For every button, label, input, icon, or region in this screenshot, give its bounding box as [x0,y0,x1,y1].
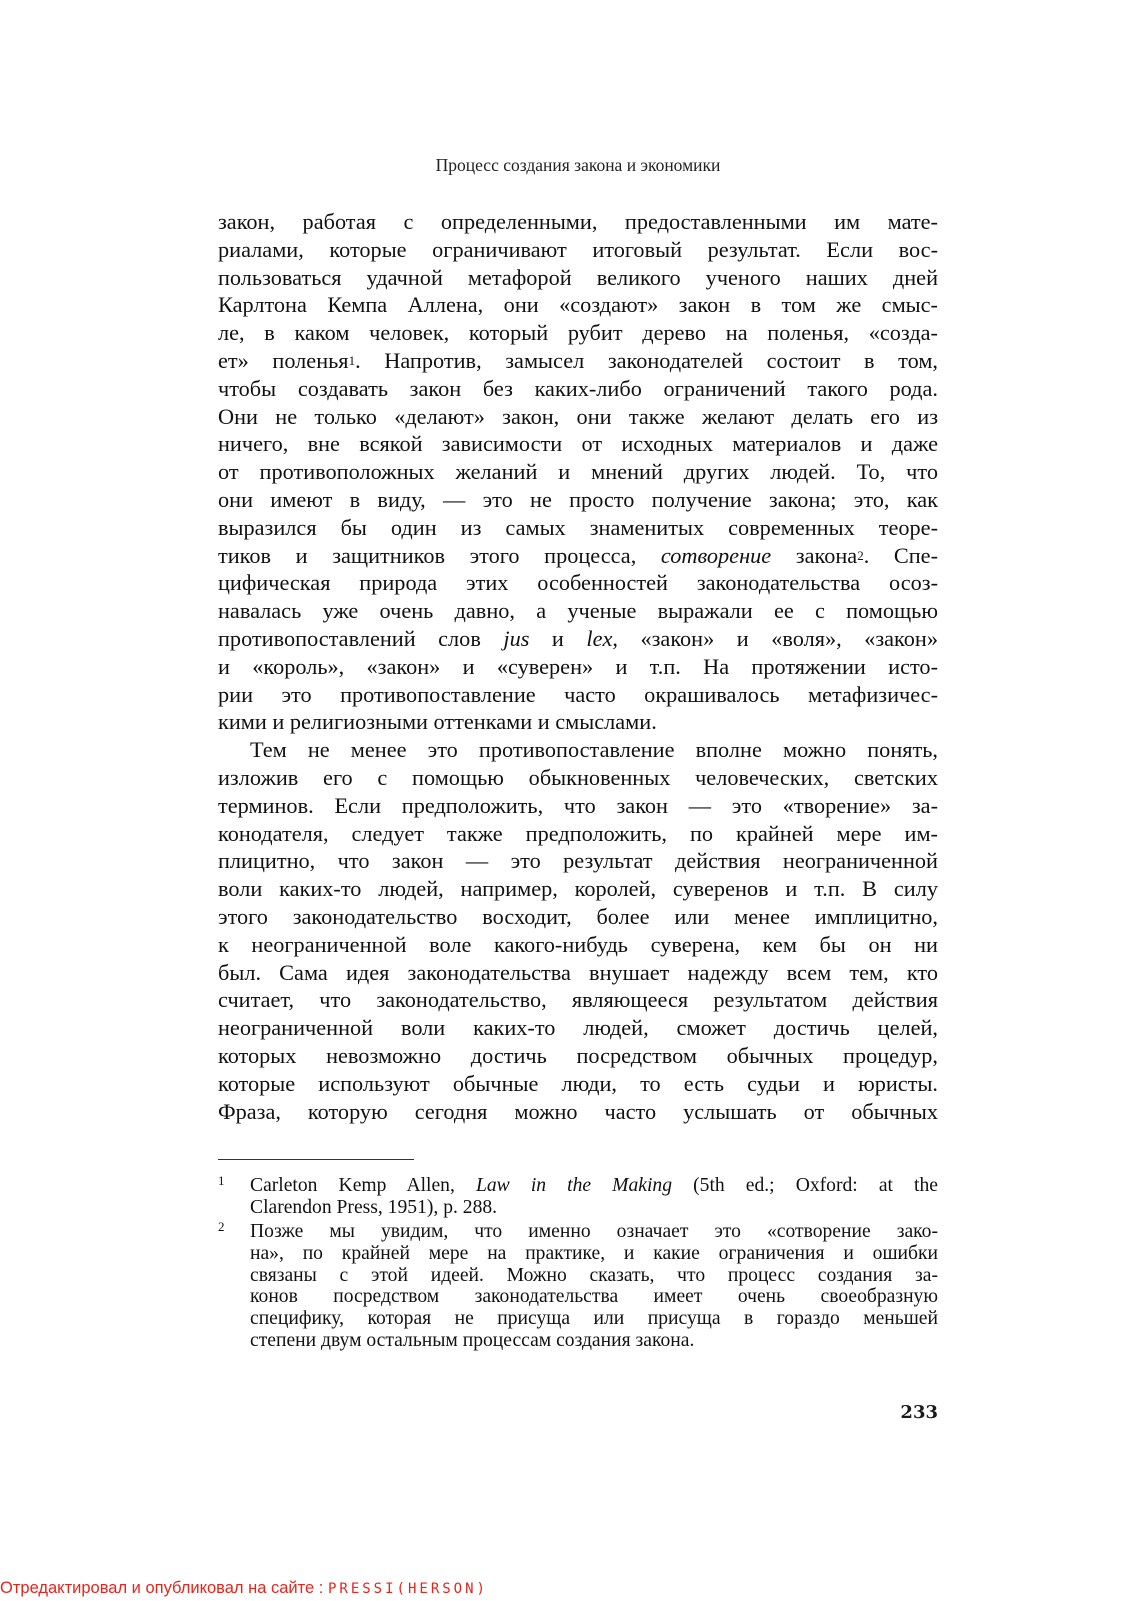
footnote-line: специфику, которая не присуща или присуща в гораздо меньшей [250,1308,938,1330]
site-credit [0,1577,488,1599]
footnote-line: на», по крайней мере на практике, и какие ограничения и ошибки [250,1242,938,1264]
text-line: этого законодательство восходит, более или менее имплицитно, [218,903,938,929]
running-header: Процесс создания закона и экономики [435,155,721,175]
footnote-line: конов посредством законодательства имеет очень своеобразную [250,1286,938,1308]
text-line: риалами, которые ограничивают итоговый результат. Если вос- [218,236,938,262]
text-line: которых невозможно достичь посредством обычных процедур, [218,1042,938,1068]
footnote-marker: 2 [218,1219,225,1234]
text-line: воли каких-то людей, например, королей, суверенов и т.п. В силу [218,876,938,902]
credit-text: Отредактировал и опубликовал на сайте : [0,1579,328,1597]
text-line: Карлтона Кемпа Аллена, они «создают» закон в том же смыс- [218,292,938,318]
footnote-ref[interactable]: 1 [348,352,356,368]
text-line: Тем не менее это противопоставление вполне можно понять, [250,737,938,763]
italic-term: сотворение [660,542,772,568]
text-line: закон, работая с определенными, предоставленными им мате- [218,209,938,234]
text-run: ет» поленья [218,347,349,373]
footnote-ref[interactable]: 2 [857,547,864,563]
text-line: навалась уже очень давно, а ученые выражали ее с помощью [218,598,938,624]
text-line: чтобы создавать закон без каких-либо ограничений такого рода. [218,375,938,401]
text-line: был. Сама идея законодательства внушает надежду всем тем, кто [218,959,938,985]
text-line: к неограниченной воле какого-нибудь суверена, кем бы он ни [218,931,938,957]
text-line: пользоваться удачной метафорой великого ученого наших дней [218,264,938,290]
text-line: Они не только «делают» закон, они также желают делать его из [218,403,938,429]
footnote-line: степени двум остальным процессам создания закона. [250,1329,695,1351]
footnote-line: Clarendon Press, 1951), p. 288. [250,1196,498,1218]
text-line: выразился бы один из самых знаменитых современных теоре- [218,514,938,540]
text-line: конодателя, следует также предположить, по крайней мере им- [218,820,938,846]
text-line: и «король», «закон» и «суверен» и т.п. На протяжении исто- [218,653,938,679]
text-run: (5th ed.; Oxford: at the [672,1175,938,1196]
text-line [218,625,938,653]
footnote-marker: 1 [218,1173,225,1188]
text-line: кими и религиозными оттенками и смыслами. [218,709,657,735]
text-line: рии это противопоставление часто окрашивалось метафизичес- [218,681,938,707]
text-line [218,542,938,570]
text-run: . Спе- [863,542,938,568]
italic-term: jus [503,625,530,651]
footnote-line: связаны с этой идеей. Можно сказать, что процесс создания за- [250,1264,938,1286]
text-line: цифическая природа этих особенностей законодательства осоз- [218,570,938,596]
text-line: ничего, вне всякой зависимости от исходных материалов и даже [218,431,938,457]
text-run: закона [771,542,858,568]
main-text [218,208,938,1125]
text-run: тиков и защитников этого процесса, [218,542,661,568]
footnote-line: Позже мы увидим, что именно означает это «сотворение зако- [250,1221,938,1242]
italic-term: lex [586,625,613,651]
text-line: считает, что законодательство, являющееся результатом действия [218,987,938,1013]
text-run: Carleton Kemp Allen, [250,1175,476,1196]
footnote-line [250,1175,938,1197]
footnote-body [250,1221,938,1352]
text-line: ле, в каком человек, который рубит дерево на поленья, «созда- [218,320,938,346]
text-run: и [529,625,587,651]
text-run: противопоставлений слов [218,625,504,651]
book-title: Law in the Making [475,1175,673,1196]
footnote-divider [218,1159,414,1160]
text-line: терминов. Если предположить, что закон — это «творение» за- [218,792,938,818]
footnote-body [250,1175,938,1219]
text-line: от противоположных желаний и мнений других людей. То, что [218,459,938,485]
text-run: . Напротив, замысел законодателей состоит в том, [355,347,939,373]
credit-site-name[interactable]: PRESSI(HERSON) [327,1581,488,1597]
text-run: , «закон» и «воля», «закон» [612,625,938,651]
text-line: они имеют в виду, — это не просто получение закона; это, как [218,486,938,512]
text-line: неограниченной воли каких-то людей, сможет достичь целей, [218,1015,938,1041]
text-line: плицитно, что закон — это результат действия неограниченной [218,848,938,874]
text-line: Фраза, которую сегодня можно часто услышать от обычных [218,1098,938,1124]
page-number: 233 [900,1402,938,1423]
text-line: изложив его с помощью обыкновенных человеческих, светских [218,764,938,790]
text-line: которые используют обычные люди, то есть судьи и юристы. [218,1070,938,1096]
text-line [218,347,938,375]
